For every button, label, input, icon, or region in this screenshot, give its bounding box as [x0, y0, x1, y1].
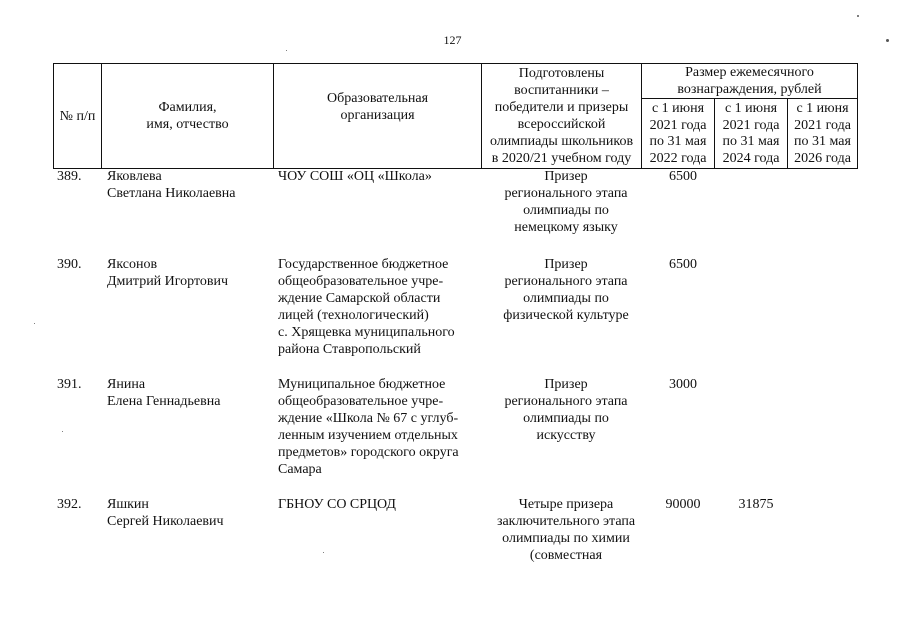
- ach-line: Четыре призера: [518, 497, 614, 512]
- scan-speck: [857, 15, 859, 17]
- row-organization: [278, 496, 480, 513]
- row-organization: [278, 376, 480, 478]
- header-ach-line: Подготовлены: [518, 66, 605, 81]
- header-period-2022: [642, 99, 715, 169]
- org-line: ждение Самарской области: [278, 291, 441, 306]
- row-achievement: [486, 256, 646, 324]
- period-line: 2022 года: [649, 150, 707, 166]
- row-achievement: [486, 376, 646, 444]
- ach-line: регионального этапа: [504, 186, 628, 201]
- scan-speck: [34, 323, 35, 324]
- period-line: 2024 года: [722, 150, 780, 166]
- org-line: ленным изучением отдельных: [278, 428, 458, 443]
- header-ach-line: победители и призеры: [494, 100, 629, 115]
- row-achievement: [486, 496, 646, 564]
- header-amount: [642, 64, 858, 99]
- period-line: 2021 года: [794, 117, 851, 133]
- period-line: по 31 мая: [649, 134, 707, 149]
- surname: Янина: [107, 377, 146, 392]
- scan-speck: [286, 50, 287, 51]
- org-line: общеобразовательное учре-: [278, 274, 444, 289]
- period-line: 2021 года: [722, 117, 780, 133]
- header-number: [54, 64, 102, 169]
- ach-line: искусству: [536, 428, 596, 443]
- ach-line: регионального этапа: [504, 274, 628, 289]
- row-achievement: [486, 168, 646, 236]
- row-fio: [107, 376, 272, 410]
- row-organization: [278, 256, 480, 358]
- period-line: по 31 мая: [722, 134, 780, 149]
- row-number: 389.: [57, 169, 82, 184]
- org-line: Государственное бюджетное: [278, 257, 449, 272]
- org-line: с. Хрящевка муниципального: [278, 325, 455, 340]
- period-line: с 1 июня: [724, 101, 778, 116]
- ach-line: Призер: [544, 169, 588, 184]
- header-org-line: Образовательная: [326, 91, 429, 106]
- ach-line: физической культуре: [503, 308, 629, 323]
- scan-speck: [886, 39, 889, 42]
- ach-line: олимпиады по химии: [502, 531, 630, 546]
- ach-line: олимпиады по: [523, 411, 609, 426]
- page-number: 127: [443, 33, 462, 47]
- scan-speck: [323, 552, 324, 553]
- header-number-label: № п/п: [59, 108, 96, 124]
- surname: Яковлева: [107, 169, 162, 184]
- row-fio: [107, 496, 272, 530]
- amount-2022: 6500: [669, 169, 697, 184]
- ach-line: немецкому языку: [514, 220, 618, 235]
- row-fio: [107, 168, 272, 202]
- ach-line: заключительного этапа: [496, 514, 636, 529]
- header-period-2026: [788, 99, 858, 169]
- ach-line: олимпиады по: [523, 291, 609, 306]
- header-ach-line: олимпиады школьников: [489, 134, 634, 149]
- ach-line: (совместная: [529, 548, 603, 563]
- amount-2022: 6500: [669, 257, 697, 272]
- header-ach-line: в 2020/21 учебном году: [491, 151, 632, 166]
- header-amount-line: вознаграждения, рублей: [677, 82, 822, 97]
- org-line: ждение «Школа № 67 с углуб-: [278, 411, 459, 426]
- ach-line: Призер: [544, 257, 588, 272]
- amount-2022: 3000: [669, 377, 697, 392]
- amount-2022: 90000: [665, 497, 701, 512]
- ach-line: регионального этапа: [504, 394, 628, 409]
- period-line: 2021 года: [649, 117, 707, 133]
- org-line: предметов» городского округа: [278, 445, 459, 460]
- org-line: ЧОУ СОШ «ОЦ «Школа»: [278, 169, 432, 184]
- org-line: лицей (технологический): [278, 308, 429, 323]
- row-number: 390.: [57, 257, 82, 272]
- header-ach-line: воспитанники –: [514, 83, 609, 98]
- header-fio: [102, 64, 274, 169]
- org-line: ГБНОУ СО СРЦОД: [278, 497, 396, 512]
- org-line: Муниципальное бюджетное: [278, 377, 446, 392]
- period-line: по 31 мая: [794, 134, 851, 149]
- org-line: Самара: [278, 462, 322, 477]
- org-line: общеобразовательное учре-: [278, 394, 444, 409]
- period-line: с 1 июня: [651, 101, 705, 116]
- row-organization: [278, 168, 480, 185]
- header-fio-line: имя, отчество: [146, 117, 229, 132]
- header-ach-line: всероссийской: [517, 117, 606, 132]
- row-fio: [107, 256, 272, 290]
- header-achievement: [482, 64, 642, 169]
- given-names: Дмитрий Игортович: [107, 274, 229, 289]
- period-line: с 1 июня: [796, 101, 849, 116]
- row-number: 391.: [57, 377, 82, 392]
- header-amount-line: Размер ежемесячного: [685, 65, 814, 80]
- row-number: 392.: [57, 497, 82, 512]
- header-org-line: организация: [340, 108, 415, 123]
- header-period-2024: [715, 99, 788, 169]
- given-names: Светлана Николаевна: [107, 186, 236, 201]
- period-line: 2026 года: [794, 150, 851, 166]
- given-names: Сергей Николаевич: [107, 514, 224, 529]
- surname: Яксонов: [107, 257, 158, 272]
- table-header: [53, 63, 858, 169]
- given-names: Елена Геннадьевна: [107, 394, 221, 409]
- header-fio-line: Фамилия,: [158, 100, 217, 115]
- surname: Яшкин: [107, 497, 149, 512]
- org-line: района Ставропольский: [278, 342, 421, 357]
- ach-line: олимпиады по: [523, 203, 609, 218]
- scan-speck: [62, 431, 63, 432]
- header-organization: [274, 64, 482, 169]
- ach-line: Призер: [544, 377, 588, 392]
- amount-2024: 31875: [738, 497, 774, 512]
